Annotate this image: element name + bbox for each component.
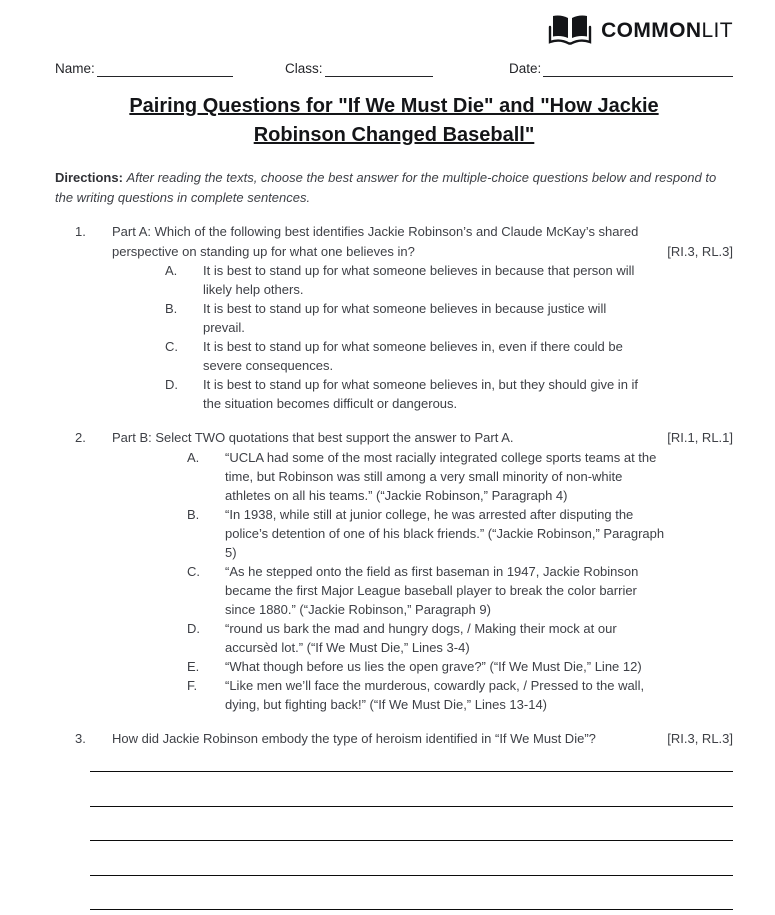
directions xyxy=(55,168,733,207)
option-letter: D. xyxy=(165,377,178,392)
date-label: Date: xyxy=(509,61,542,76)
writing-answer-lines xyxy=(90,738,733,910)
class-field xyxy=(285,60,433,77)
question-text: Part B: Select TWO quotations that best support the answer to Part A. xyxy=(112,430,514,445)
option-row xyxy=(165,299,733,337)
option-text: “UCLA had some of the most racially integrated college sports teams at the time, but Robinson was still among a very small minority of non-white athletes on all his teams.” (“Jackie Robinson,” Paragraph 4) xyxy=(225,449,657,503)
question-1 xyxy=(75,222,733,413)
option-text: “As he stepped onto the field as first baseman in 1947, Jackie Robinson became the first Major League baseball player to break the color barrier since 1880.” (“Jackie Robinson,” Paragraph 9) xyxy=(225,563,639,617)
brand-wordmark xyxy=(601,19,733,43)
option-row xyxy=(165,375,733,413)
option-letter: C. xyxy=(165,339,178,354)
answer-line xyxy=(90,876,733,910)
standards-tag: [RI.1, RL.1] xyxy=(667,430,733,445)
question-number: 2. xyxy=(75,430,86,445)
question-3 xyxy=(75,729,733,749)
directions-label: Directions: xyxy=(55,170,123,185)
option-text: “round us bark the mad and hungry dogs, / Making their mock at our accursèd lot.” (“If We Must Die,” Lines 3-4) xyxy=(225,620,617,655)
standards-tag: [RI.3, RL.3] xyxy=(667,243,733,259)
option-row xyxy=(187,505,733,562)
name-field xyxy=(55,60,233,77)
option-letter: C. xyxy=(187,563,200,579)
question-number: 1. xyxy=(75,224,86,239)
question-text: How did Jackie Robinson embody the type of heroism identified in “If We Must Die”? xyxy=(112,730,596,746)
option-text: It is best to stand up for what someone believes in because justice will prevail. xyxy=(203,301,607,335)
option-letter: A. xyxy=(165,263,178,278)
option-row xyxy=(187,619,733,657)
option-letter: D. xyxy=(187,620,200,636)
option-text: It is best to stand up for what someone believes in, even if there could be severe consequences. xyxy=(203,339,623,373)
brand-lit: LIT xyxy=(701,19,733,42)
option-text: “What though before us lies the open grave?” (“If We Must Die,” Line 12) xyxy=(225,658,642,674)
date-blank-line xyxy=(543,61,733,77)
option-letter: E. xyxy=(187,658,200,674)
name-label: Name: xyxy=(55,61,95,76)
name-blank-line xyxy=(97,61,233,77)
option-letter: B. xyxy=(165,301,178,316)
class-label: Class: xyxy=(285,61,323,76)
option-text: “In 1938, while still at junior college, he was arrested after disputing the police’s detention of one of his black friends.” (“Jackie Robinson,” Paragraph 5) xyxy=(225,506,665,560)
option-row xyxy=(187,676,733,714)
option-row xyxy=(187,562,733,619)
answer-line xyxy=(90,841,733,875)
answer-line xyxy=(90,772,733,806)
option-row xyxy=(165,261,733,299)
date-field xyxy=(509,60,733,77)
header-fields xyxy=(55,60,733,77)
options-list xyxy=(187,448,733,714)
brand-common: COMMON xyxy=(601,19,702,42)
question-text: Part A: Which of the following best identifies Jackie Robinson’s and Claude McKay’s shared perspective on standing up for what one believes in? xyxy=(112,224,639,259)
option-row xyxy=(165,337,733,375)
option-text: “Like men we’ll face the murderous, cowardly pack, / Pressed to the wall, dying, but fighting back!” (“If We Must Die,” Lines 13-14) xyxy=(225,677,645,712)
option-row xyxy=(187,448,733,505)
option-letter: A. xyxy=(187,449,200,465)
option-text: It is best to stand up for what someone believes in because that person will likely help others. xyxy=(203,263,635,297)
option-text: It is best to stand up for what someone believes in, but they should give in if the situation becomes difficult or dangerous. xyxy=(203,377,639,411)
logo-row xyxy=(55,12,733,50)
option-row xyxy=(187,657,733,676)
option-letter: B. xyxy=(187,506,200,522)
answer-line xyxy=(90,807,733,841)
open-book-icon xyxy=(547,13,593,49)
class-blank-line xyxy=(325,61,433,77)
question-2 xyxy=(75,428,733,714)
standards-tag: [RI.3, RL.3] xyxy=(667,730,733,746)
directions-text: After reading the texts, choose the best answer for the multiple-choice questions below and respond to the writing questions in complete sentences. xyxy=(55,170,717,205)
question-number: 3. xyxy=(75,730,86,746)
option-letter: F. xyxy=(187,677,198,693)
page-title: Pairing Questions for "If We Must Die" and "How Jackie Robinson Changed Baseball" xyxy=(129,95,659,146)
options-list xyxy=(165,261,733,413)
commonlit-logo xyxy=(547,13,733,49)
